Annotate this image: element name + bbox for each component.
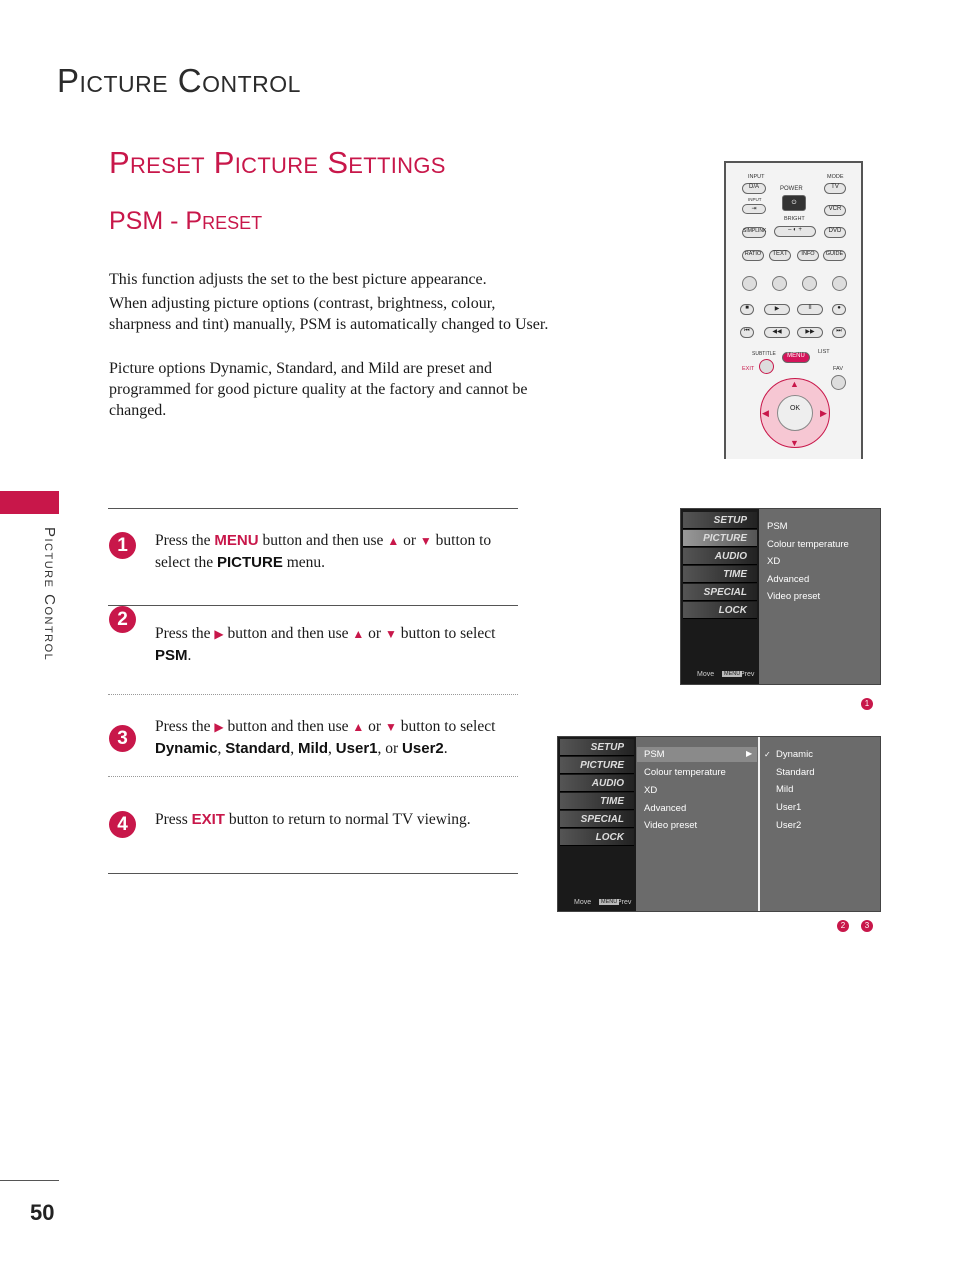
osd-2-arrow-icon: ▶ (746, 749, 753, 758)
osd-2-check-icon: ✓ (764, 750, 771, 759)
remote-tv-button: TV (824, 183, 846, 194)
osd-1-item-special: SPECIAL (683, 584, 757, 601)
intro-paragraph-3: Picture options Dynamic, Standard, and Mild are preset and programmed for good picture quality at the factory and cannot be changed. (109, 360, 528, 419)
menu-keyword: MENU (214, 532, 259, 549)
osd-2-row-colour-temperature: Colour temperature (644, 767, 726, 778)
remote-da-button: D/A (742, 183, 766, 194)
osd-1-row-psm: PSM (767, 521, 788, 532)
play-icon: ▶ (764, 304, 790, 315)
osd-1-item-audio: AUDIO (683, 548, 757, 565)
osd-1-pin: 1 (861, 698, 873, 710)
rewind-icon: ◀◀ (764, 327, 790, 338)
remote-info-button: INFO (797, 250, 819, 261)
fast-forward-icon: ▶▶ (797, 327, 823, 338)
osd-2-item-time: TIME (560, 793, 634, 810)
remote-guide-button: GUIDE (823, 250, 846, 261)
remote-color-button-4 (832, 276, 847, 291)
power-icon: ⏻ (782, 195, 806, 211)
remote-color-button-1 (742, 276, 757, 291)
remote-text-button: TEXT (769, 250, 791, 261)
osd-1-row-advanced: Advanced (767, 574, 810, 585)
left-arrow-icon: ◀ (762, 408, 769, 418)
down-arrow-icon: ▼ (384, 627, 397, 641)
right-arrow-icon: ▶ (214, 720, 224, 734)
up-arrow-icon: ▲ (352, 720, 365, 734)
remote-color-button-2 (772, 276, 787, 291)
osd-2-pin-3: 3 (861, 920, 873, 932)
step-number-1: 1 (109, 532, 136, 559)
up-arrow-icon: ▲ (387, 534, 400, 548)
step-rule-2 (108, 694, 518, 695)
page-number-rule (0, 1180, 59, 1181)
osd-2-foot-prev: Prev (617, 899, 632, 906)
osd-2-option-dynamic: Dynamic (776, 749, 813, 760)
step-1-text: Press the MENU button and then use ▲ or ▼ button to select the PICTURE menu. (155, 532, 492, 571)
osd-2-item-lock: LOCK (560, 829, 634, 846)
osd-2-item-special: SPECIAL (560, 811, 634, 828)
psm-keyword: PSM (155, 647, 188, 664)
osd-2-item-setup: SETUP (560, 739, 634, 756)
osd-menu-2 (557, 736, 881, 912)
remote-menu-button: MENU (782, 352, 810, 363)
side-label: Picture Control (41, 527, 58, 662)
osd-1-row-video-preset: Video preset (767, 591, 821, 602)
osd-2-sidebar (558, 737, 636, 911)
input-arrow-icon: ⇥ (742, 204, 766, 214)
down-arrow-icon: ▼ (384, 720, 397, 734)
osd-2-item-picture: PICTURE (560, 757, 634, 774)
osd-2-foot-move: Move (574, 899, 592, 906)
remote-label-exit: EXIT (742, 366, 755, 372)
osd-1-row-xd: XD (767, 556, 781, 567)
skip-forward-icon: ⏭ (832, 327, 846, 338)
sub-heading: PSM - Preset (109, 207, 263, 235)
remote-label-input2: INPUT (748, 197, 762, 202)
section-title: Picture Control (57, 62, 301, 99)
page-heading: Preset Picture Settings (109, 145, 446, 180)
osd-1-item-lock: LOCK (683, 602, 757, 619)
pause-icon: II (797, 304, 823, 315)
osd-1-item-time: TIME (683, 566, 757, 583)
steps-bottom-rule (108, 873, 518, 874)
page-number: 50 (30, 1200, 55, 1225)
remote-label-subtitle: SUBTITLE (752, 351, 776, 357)
down-arrow-icon: ▼ (790, 438, 799, 448)
record-icon: ● (832, 304, 846, 315)
remote-color-button-3 (802, 276, 817, 291)
remote-control-illustration (724, 161, 863, 459)
osd-1-foot-menu: MENU (724, 671, 741, 677)
osd-2-item-audio: AUDIO (560, 775, 634, 792)
remote-label-power: POWER (780, 186, 803, 192)
right-arrow-icon: ▶ (214, 627, 224, 641)
picture-keyword: PICTURE (216, 554, 283, 571)
steps-top-rule (108, 508, 518, 509)
osd-2-pin-2: 2 (837, 920, 849, 932)
step-2-text: Press the ▶ button and then use ▲ or ▼ button to select PSM. (155, 625, 496, 664)
brightness-icon: – ◐ + (774, 226, 816, 237)
step-rule-3 (108, 776, 518, 777)
up-arrow-icon: ▲ (790, 379, 799, 389)
remote-label-list: LIST (818, 349, 830, 355)
osd-2-row-video-preset: Video preset (644, 820, 698, 831)
right-arrow-icon: ▶ (820, 408, 827, 418)
remote-vcr-button: VCR (824, 205, 846, 216)
remote-fav-button (831, 375, 846, 390)
stop-icon: ■ (740, 304, 754, 315)
remote-ok-button: OK (777, 395, 813, 431)
osd-2-option-user2: User2 (776, 820, 802, 831)
remote-ratio-button: RATIO (742, 250, 764, 261)
step-rule-1 (108, 605, 518, 606)
exit-keyword: EXIT (191, 811, 225, 828)
osd-2-option-standard: Standard (776, 767, 815, 778)
osd-1-foot-prev: Prev (740, 671, 755, 678)
remote-label-fav: FAV (833, 366, 843, 372)
step-number-3: 3 (109, 725, 136, 752)
osd-2-row-xd: XD (644, 785, 658, 796)
remote-simplink-button: SIMPLINK (742, 227, 766, 238)
step-number-4: 4 (109, 811, 136, 838)
up-arrow-icon: ▲ (352, 627, 365, 641)
osd-1-item-setup: SETUP (683, 512, 757, 529)
intro-paragraph-1: This function adjusts the set to the best picture appearance. (109, 271, 487, 288)
remote-dvd-button: DVD (824, 227, 846, 238)
remote-exit-button (759, 359, 774, 374)
osd-1-foot-move: Move (697, 671, 715, 678)
step-4-text: Press EXIT button to return to normal TV viewing. (155, 811, 471, 828)
remote-label-input: INPUT (748, 174, 765, 180)
osd-2-divider (758, 737, 760, 911)
skip-back-icon: ⏮ (740, 327, 754, 338)
osd-2-option-user1: User1 (776, 802, 802, 813)
remote-label-bright: BRIGHT (784, 216, 805, 222)
down-arrow-icon: ▼ (419, 534, 432, 548)
step-3-text: Press the ▶ button and then use ▲ or ▼ button to select Dynamic, Standard, Mild, User1, or User2. (155, 718, 496, 757)
step-number-2: 2 (109, 606, 136, 633)
osd-2-option-mild: Mild (776, 784, 794, 795)
osd-2-row-advanced: Advanced (644, 803, 687, 814)
intro-paragraph-2: When adjusting picture options (contrast, brightness, colour, sharpness and tint) manually, PSM is automatically changed to User. (109, 295, 549, 333)
osd-menu-1 (680, 508, 881, 685)
osd-1-row-colour-temperature: Colour temperature (767, 539, 849, 550)
osd-1-sidebar (681, 509, 759, 684)
osd-2-row-psm: PSM (644, 749, 665, 760)
side-tab (0, 491, 59, 514)
osd-1-item-picture: PICTURE (683, 530, 757, 547)
osd-2-foot-menu: MENU (601, 899, 618, 905)
remote-label-mode: MODE (827, 174, 844, 180)
